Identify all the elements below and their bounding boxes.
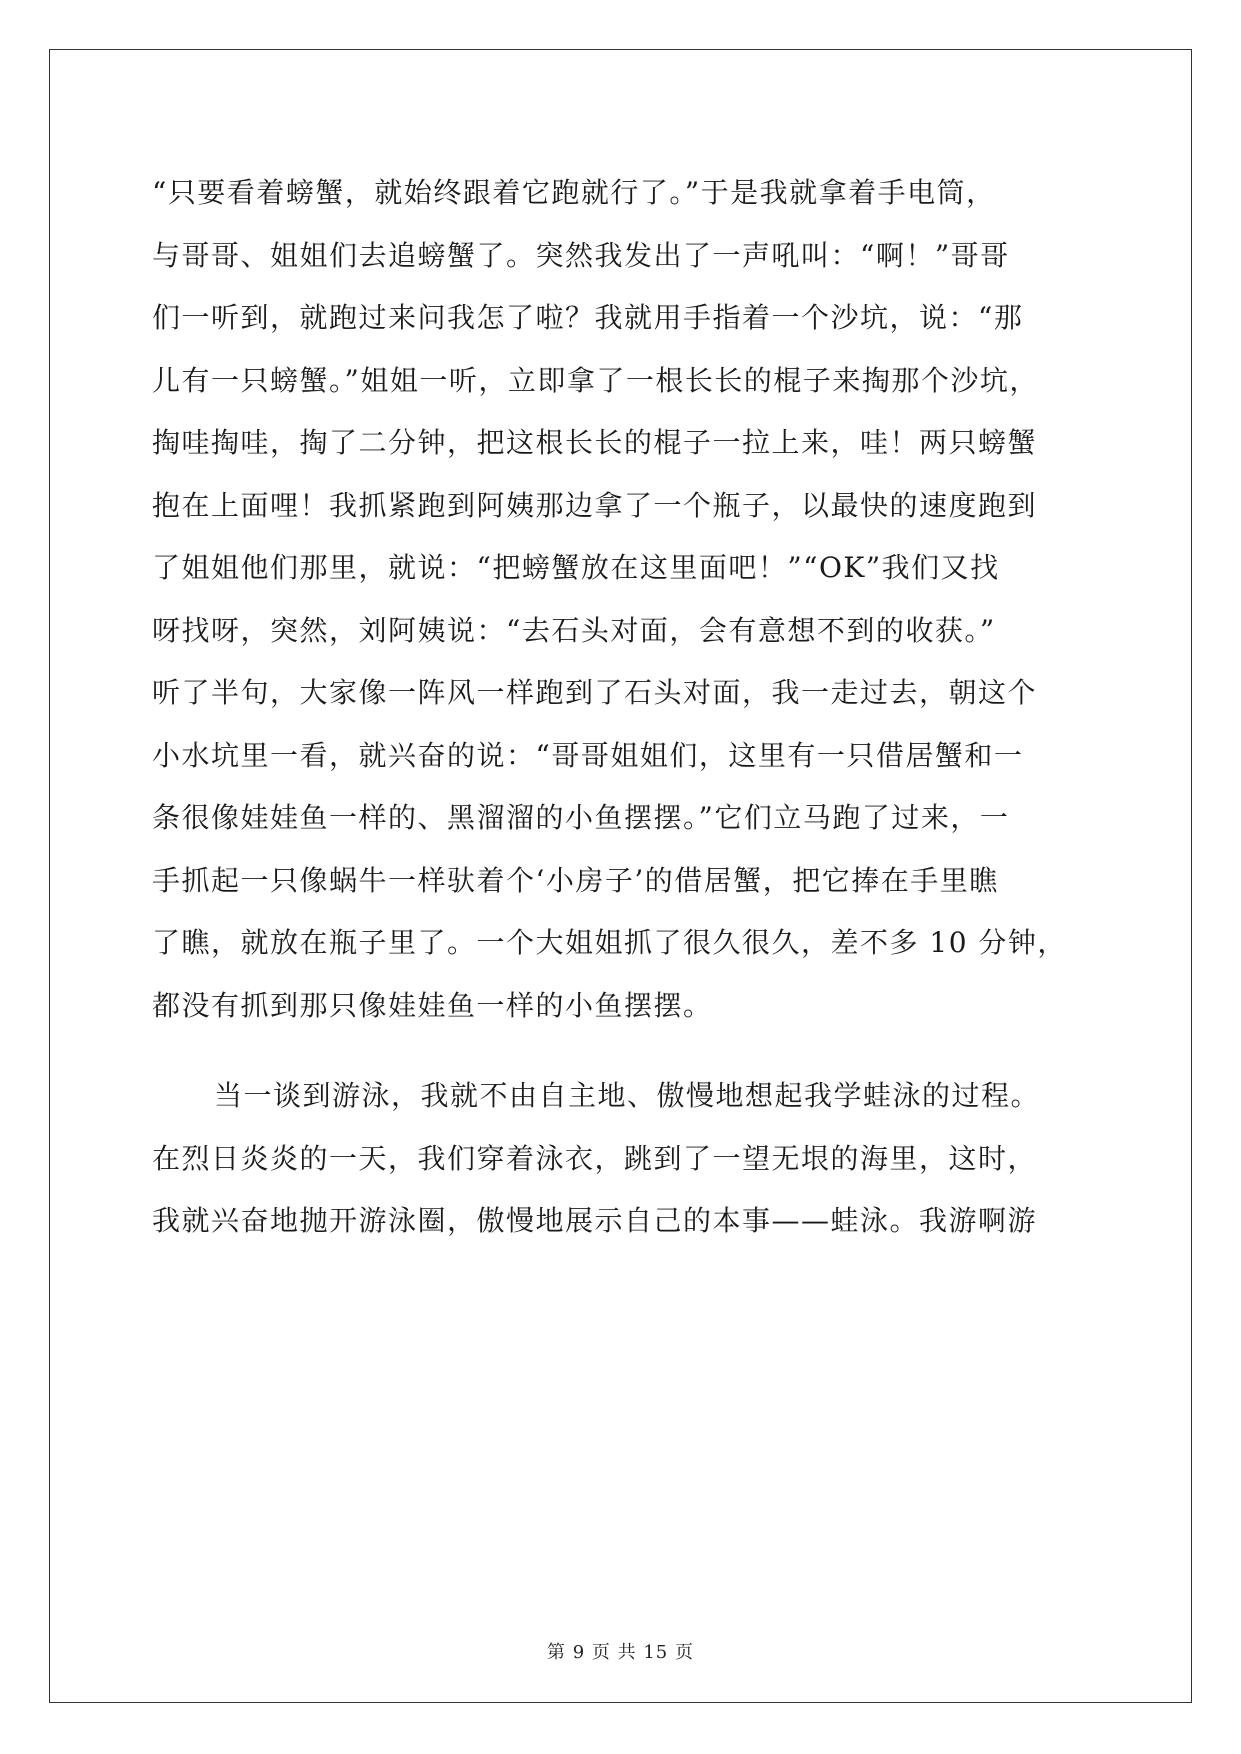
text-line: 都没有抓到那只像娃娃鱼一样的小鱼摆摆。 (152, 988, 713, 1022)
paragraph (152, 162, 1112, 1037)
text-line: 小水坑里一看，就兴奋的说：“哥哥姐姐们，这里有一只借居蟹和一 (152, 738, 1024, 772)
text-line: 儿有一只螃蟹。”姐姐一听，立即拿了一根长长的棍子来掏那个沙坑， (152, 363, 1039, 397)
page-footer: 第 9 页 共 15 页 (547, 1642, 694, 1663)
text-line: 抱在上面哩！我抓紧跑到阿姨那边拿了一个瓶子，以最快的速度跑到 (152, 488, 1038, 522)
text-line: 条很像娃娃鱼一样的、黑溜溜的小鱼摆摆。”它们立马跑了过来，一 (152, 801, 1010, 834)
text-line: 与哥哥、姐姐们去追螃蟹了。突然我发出了一声吼叫：“啊！”哥哥 (152, 238, 1010, 272)
text-line: 了姐姐他们那里，就说：“把螃蟹放在这里面吧！”“OK”我们又找 (152, 551, 1000, 584)
text-line: 当一谈到游泳，我就不由自主地、傲慢地想起我学蛙泳的过程。 (214, 1079, 1041, 1112)
text-line: 掏哇掏哇，掏了二分钟，把这根长长的棍子一拉上来，哇！两只螃蟹 (152, 426, 1038, 459)
text-line: 在烈日炎炎的一天，我们穿着泳衣，跳到了一望无垠的海里，这时， (152, 1141, 1038, 1175)
text-line: 手抓起一只像蜗牛一样驮着个‘小房子’的借居蟹，把它捧在手里瞧 (152, 863, 999, 897)
document-body (152, 162, 1112, 1253)
text-line: 听了半句，大家像一阵风一样跑到了石头对面，我一走过去，朝这个 (152, 676, 1038, 709)
text-line: 我就兴奋地抛开游泳圈，傲慢地展示自己的本事——蛙泳。我游啊游 (152, 1204, 1038, 1237)
text-line: 呀找呀，突然，刘阿姨说：“去石头对面，会有意想不到的收获。” (152, 613, 996, 647)
text-line: 了瞧，就放在瓶子里了。一个大姐姐抓了很久很久，差不多 10 分钟， (152, 926, 1067, 959)
paragraph (152, 1065, 1112, 1253)
text-line: “只要看着螃蟹，就始终跟着它跑就行了。”于是我就拿着手电筒， (152, 176, 996, 209)
text-line: 们一听到，就跑过来问我怎了啦？我就用手指着一个沙坑，说：“那 (152, 301, 1024, 334)
